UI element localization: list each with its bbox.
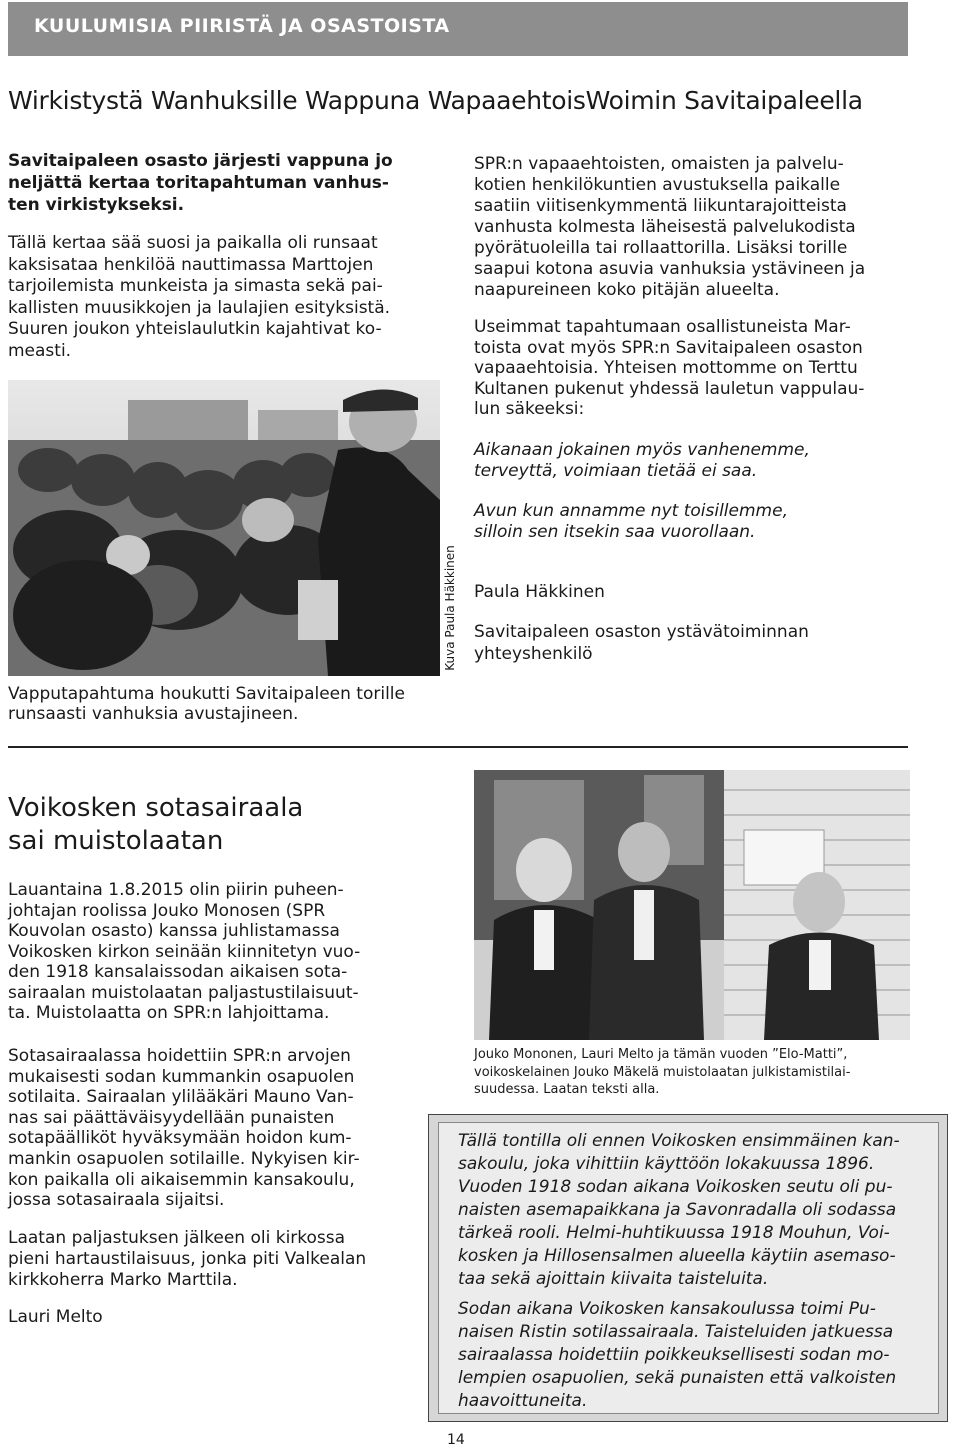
text-line: SPR:n vapaaehtoisten, omaisten ja palvelu-	[474, 154, 844, 174]
caption-line: Vapputapahtuma houkutti Savitaipaleen torille	[8, 684, 405, 704]
text-line: jossa sotasairaala sijaitsi.	[8, 1190, 225, 1211]
plaque-paragraph	[458, 1298, 896, 1413]
text-line: mukaisesti sodan kummankin osapuolen	[8, 1066, 355, 1087]
plaque-line: lempien osapuolien, sekä punaisten että valkoisten	[458, 1368, 897, 1388]
text-line: johtajan roolissa Jouko Monosen (SPR	[8, 900, 326, 921]
plaque-line: haavoittuneita.	[458, 1391, 588, 1411]
plaque-line: Vuoden 1918 sodan aikana Voikosken seutu oli pu-	[458, 1177, 893, 1197]
caption-line: Jouko Mononen, Lauri Melto ja tämän vuoden ”Elo-Matti”,	[474, 1047, 848, 1062]
verse-line: terveyttä, voimiaan tietää ei saa.	[474, 461, 758, 481]
caption-line: suudessa. Laatan teksti alla.	[474, 1082, 660, 1097]
text-line: sotilaita. Sairaalan ylilääkäri Mauno Van-	[8, 1087, 354, 1108]
article-divider	[8, 746, 908, 748]
article-paragraph	[8, 880, 360, 1024]
article-paragraph	[8, 1228, 366, 1291]
section-header-label: KUULUMISIA PIIRISTÄ JA OSASTOISTA	[34, 15, 450, 37]
article-lead	[8, 150, 393, 216]
photo-caption	[474, 1046, 850, 1099]
signature-name: Paula Häkkinen	[474, 582, 605, 602]
text-line: Kultanen pukenut yhdessä lauletun vappulau-	[474, 378, 865, 399]
page-number: 14	[447, 1432, 465, 1448]
title-line: yhteyshenkilö	[474, 644, 593, 664]
verse-line: silloin sen itsekin saa vuorollaan.	[474, 522, 756, 542]
photo-credit	[440, 540, 460, 676]
text-line: Suuren joukon yhteislaulutkin kajahtivat ko-	[8, 319, 382, 339]
plaque-paragraph	[458, 1130, 900, 1291]
text-line: kotien henkilökuntien avustuksella paikalle	[474, 175, 841, 195]
ceremony-photo	[474, 770, 910, 1040]
event-photo	[8, 380, 440, 676]
article-title	[8, 792, 303, 858]
text-line: Tällä kertaa sää suosi ja paikalla oli runsaat	[8, 233, 378, 253]
plaque-line: naisten asemapaikkana ja Savonradalla oli sodassa	[458, 1200, 897, 1220]
song-verse	[474, 440, 810, 482]
text-line: pyörätuoleilla tai rollaattorilla. Lisäksi torille	[474, 238, 848, 258]
article-paragraph	[8, 1046, 360, 1211]
text-line: saapui kotona asuvia vanhuksia ystävineen ja	[474, 259, 866, 279]
article-title: Wirkistystä Wanhuksille Wappuna WapaaehtoisWoimin Savitaipaleella	[8, 86, 863, 115]
text-line: vapaaehtoisia. Yhteisen mottomme on Terttu	[474, 358, 858, 378]
photo-credit-text: Kuva Paula Häkkinen	[443, 545, 457, 671]
text-line: kirkkoherra Marko Marttila.	[8, 1270, 238, 1290]
text-line: sotapäälliköt hyväksymään hoidon kum-	[8, 1128, 352, 1149]
text-line: Kouvolan osasto) kanssa juhlistamassa	[8, 921, 340, 941]
text-line: toista ovat myös SPR:n Savitaipaleen osaston	[474, 337, 863, 358]
text-line: den 1918 kansalaissodan aikaisen sota-	[8, 962, 348, 982]
plaque-line: sairaalassa hoidettiin poikkeuksellisesti sodan mo-	[458, 1345, 890, 1365]
text-line: Laatan paljastuksen jälkeen oli kirkossa	[8, 1228, 346, 1248]
text-line: naapureineen koko pitäjän alueelta.	[474, 280, 780, 300]
plaque-line: naisen Ristin sotilassairaala. Taisteluiden jatkuessa	[458, 1322, 894, 1342]
text-line: kaksisataa henkilöä nauttimassa Marttojen	[8, 254, 374, 275]
text-line: vanhusta kolmesta läheisestä palvelukodista	[474, 217, 856, 237]
author-name: Lauri Melto	[8, 1307, 103, 1327]
plaque-line: Tällä tontilla oli ennen Voikosken ensimmäinen kan-	[458, 1131, 900, 1151]
title-line: sai muistolaatan	[8, 826, 224, 856]
article-paragraph	[8, 233, 390, 362]
text-line: sairaalan muistolaatan paljastustilaisuut-	[8, 982, 359, 1003]
text-line: measti.	[8, 340, 72, 361]
plaque-line: taa sekä ajoittain kiivaita taisteluita.	[458, 1269, 769, 1289]
plaque-line: tärkeä rooli. Helmi-huhtikuussa 1918 Mouhun, Voi-	[458, 1223, 890, 1243]
text-line: nas sai päättäväisyydellään punaisten	[8, 1107, 335, 1128]
photo-caption	[8, 684, 405, 724]
text-line: saatiin viitisenkymmentä liikuntarajoitteista	[474, 196, 847, 216]
plaque-line: kosken ja Hillosensalmen alueella käytiin asemaso-	[458, 1246, 896, 1266]
text-line: tarjoilemista munkeista ja simasta sekä pai-	[8, 276, 383, 296]
title-line: Voikosken sotasairaala	[8, 793, 304, 823]
text-line: Useimmat tapahtumaan osallistuneista Mar-	[474, 317, 851, 337]
text-line: Lauantaina 1.8.2015 olin piirin puheen-	[8, 880, 344, 900]
text-line: Sotasairaalassa hoidettiin SPR:n arvojen	[8, 1046, 351, 1066]
text-line: ta. Muistolaatta on SPR:n lahjoittama.	[8, 1003, 330, 1023]
verse-line: Aikanaan jokainen myös vanhenemme,	[474, 440, 810, 460]
signature-title	[474, 621, 809, 665]
title-line: Savitaipaleen osaston ystävätoiminnan	[474, 622, 809, 642]
text-line: kon paikalla oli aikaisemmin kansakoulu,	[8, 1169, 355, 1190]
article-paragraph	[474, 154, 865, 301]
text-line: Voikosken kirkon seinään kiinnitetyn vuo-	[8, 941, 361, 962]
lead-line: neljättä kertaa toritapahtuman vanhus-	[8, 173, 389, 193]
verse-line: Avun kun annamme nyt toisillemme,	[474, 501, 788, 521]
article-paragraph	[474, 317, 864, 420]
text-line: kallisten muusikkojen ja laulajien esityksistä.	[8, 297, 391, 318]
lead-line: Savitaipaleen osasto järjesti vappuna jo	[8, 151, 393, 171]
song-verse	[474, 501, 788, 543]
text-line: lun säkeeksi:	[474, 399, 585, 419]
caption-line: voikoskelainen Jouko Mäkelä muistolaatan julkistamistilai-	[474, 1064, 851, 1080]
caption-line: runsaasti vanhuksia avustajineen.	[8, 704, 299, 724]
lead-line: ten virkistykseksi.	[8, 195, 185, 215]
plaque-line: sakoulu, joka vihittiin käyttöön lokakuussa 1896.	[458, 1154, 875, 1174]
plaque-line: Sodan aikana Voikosken kansakoulussa toimi Pu-	[458, 1299, 876, 1319]
text-line: mankin osapuolen sotilaille. Nykyisen kir-	[8, 1148, 360, 1169]
text-line: pieni hartaustilaisuus, jonka piti Valkealan	[8, 1249, 367, 1269]
